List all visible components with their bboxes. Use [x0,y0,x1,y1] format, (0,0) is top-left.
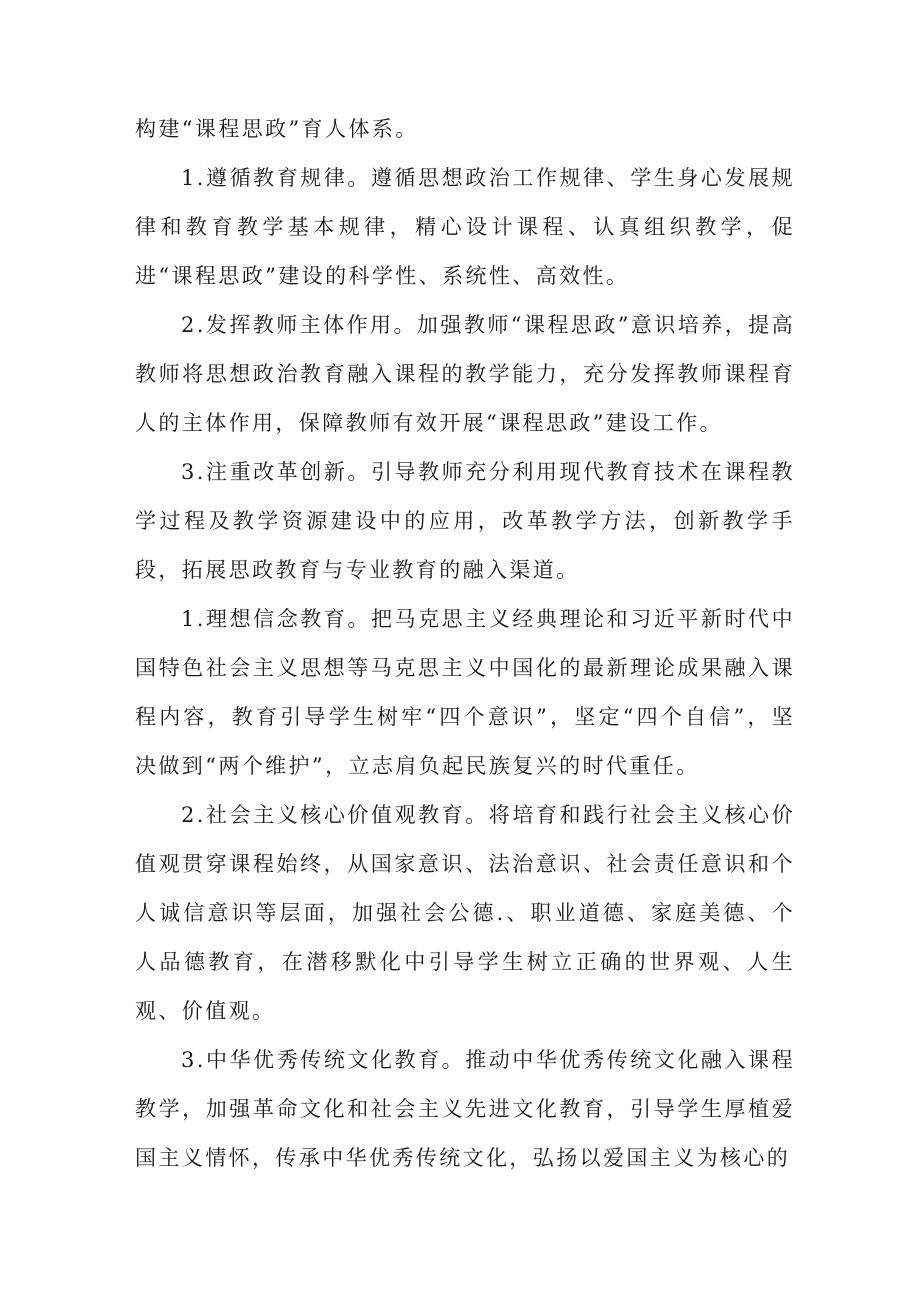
paragraph-core-values: 2.社会主义核心价值观教育。将培育和践行社会主义核心价值观贯穿课程始终，从国家意识、法治意识、社会责任意识和个人诚信意识等层面，加强社会公德.、职业道德、家庭美德、个人品德教育，在潜移默化中引导学生树立正确的世界观、人生观、价值观。 [135,803,795,1023]
paragraph-intro-line: 构建“课程思政”育人体系。 [135,117,419,141]
paragraph-traditional-culture: 3.中华优秀传统文化教育。推动中华优秀传统文化融入课程教学，加强革命文化和社会主义先进文化教育，引导学生厚植爱国主义情怀，传承中华优秀传统文化，弘扬以爱国主义为核心的 [135,1048,795,1170]
paragraph-ideals-beliefs: 1.理想信念教育。把马克思主义经典理论和习近平新时代中国特色社会主义思想等马克思主义中国化的最新理论成果融入课程内容，教育引导学生树牢“四个意识”，坚定“四个自信”，坚决做到“两个维护”，立志肩负起民族复兴的时代重任。 [135,607,795,778]
paragraph-follow-education-law: 1.遵循教育规律。遵循思想政治工作规律、学生身心发展规律和教育教学基本规律，精心设计课程、认真组织教学，促进“课程思政”建设的科学性、系统性、高效性。 [135,166,795,288]
paragraph-reform-innovation: 3.注重改革创新。引导教师充分利用现代教育技术在课程教学过程及教学资源建设中的应用，改革教学方法，创新教学手段，拓展思政教育与专业教育的融入渠道。 [135,460,795,582]
document-body [135,105,795,1183]
paragraph-teacher-role: 2.发挥教师主体作用。加强教师“课程思政”意识培养，提高教师将思想政治教育融入课程的教学能力，充分发挥教师课程育人的主体作用，保障教师有效开展“课程思政”建设工作。 [135,313,795,435]
